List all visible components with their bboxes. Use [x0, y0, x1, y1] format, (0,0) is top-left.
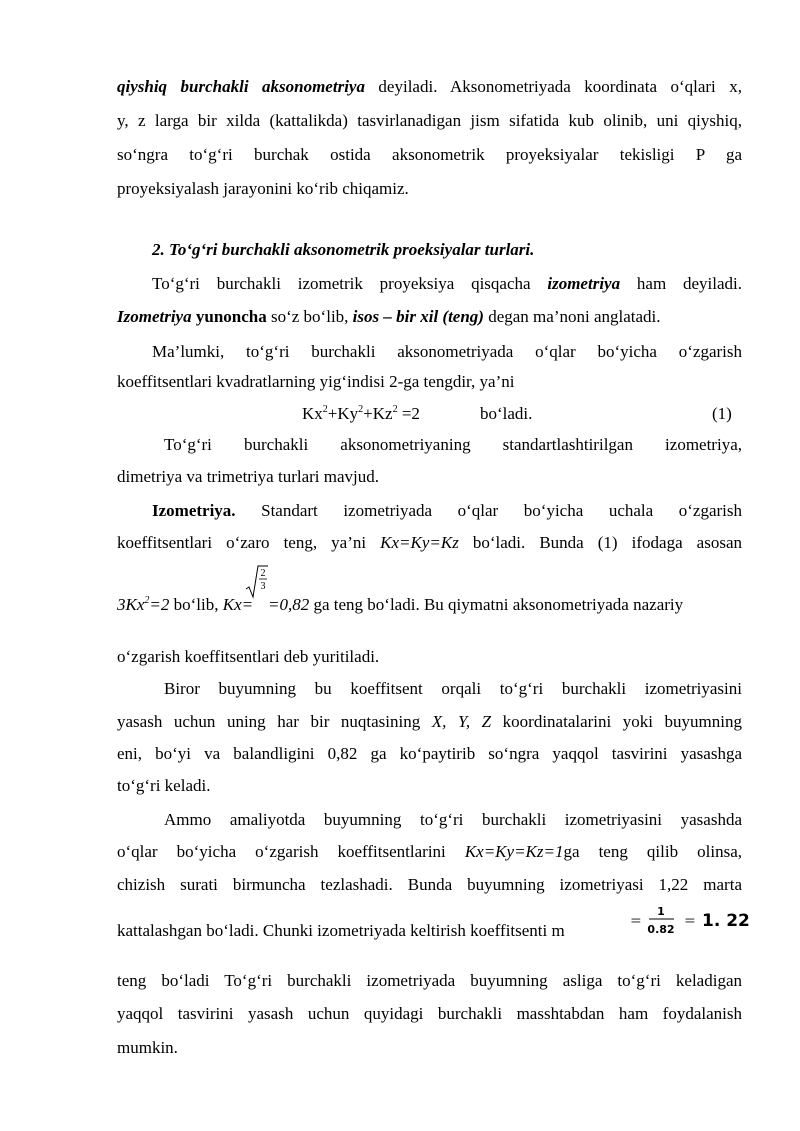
paragraph-line: Biror buyumning bu koeffitsent orqali to‘g‘ri burchakli izometriyasini [164, 679, 742, 698]
svg-text:=: = [630, 913, 642, 929]
paragraph-line: Izometriya yunoncha so‘z bo‘lib, isos – bir xil (teng) degan ma’noni anglatadi. [117, 307, 661, 326]
paragraph-line: Ma’lumki, to‘g‘ri burchakli aksonometriyada o‘qlar bo‘yicha o‘zgarish [152, 342, 742, 361]
sqrt-numerator: 2 [260, 568, 266, 579]
paragraph-line: Izometriya. Standart izometriyada o‘qlar bo‘yicha uchala o‘zgarish [152, 501, 742, 520]
paragraph-line: qiyshiq burchakli aksonometriya deyiladi. Aksonometriyada koordinata o‘qlari x, [117, 77, 742, 96]
formula-1: $Kx^2+Ky^2+Kz^2 =2$ [302, 404, 420, 423]
paragraph-line: yaqqol tasvirini yasash uchun quyidagi burchakli masshtabdan ham foydalanish [117, 1004, 742, 1023]
paragraph-line: chizish surati birmuncha tezlashadi. Bunda buyumning izometriyasi 1,22 marta [117, 875, 742, 894]
sqrt-two-thirds [246, 565, 268, 599]
paragraph-line: o‘zgarish koeffitsentlari deb yuritiladi. [117, 647, 380, 666]
fraction-result: 1. 22 [702, 911, 750, 931]
formula-1-word: bo‘ladi. [480, 404, 533, 423]
paragraph-line: y, z larga bir xilda (kattalikda) tasvirlanadigan jism sifatida kub olinib, uni qiyshiq, [117, 111, 742, 130]
paragraph-line: teng bo‘ladi To‘g‘ri burchakli izometriyada buyumning asliga to‘g‘ri keladigan [117, 971, 742, 990]
paragraph-line: o‘qlar bo‘yicha o‘zgarish koeffitsentlarini Kx=Ky=Kz=1ga teng qilib olinsa, [117, 842, 742, 861]
paragraph-line: yasash uchun uning har bir nuqtasining X, Y, Z koordinatalarini yoki buyumning [117, 712, 743, 731]
paragraph-line: $3Kx^2=2$ bo‘lib, Kx= [117, 595, 254, 614]
paragraph-line: kattalashgan bo‘ladi. Chunki izometriyada keltirish koeffitsenti m [117, 921, 565, 940]
fraction-denominator: 0.82 [647, 923, 675, 936]
section-heading: 2. To‘g‘ri burchakli aksonometrik proeksiyalar turlari. [152, 240, 535, 259]
sqrt-denominator: 3 [260, 581, 266, 592]
fraction-numerator: 1 [657, 905, 665, 918]
paragraph-line: =0,82 ga teng bo‘ladi. Bu qiymatni aksonometriyada nazariy [268, 595, 684, 614]
paragraph-line: koeffitsentlari o‘zaro teng, ya’ni Kx=Ky=Kz bo‘ladi. Bunda (1) ifodaga asosan [117, 533, 742, 552]
paragraph-line: so‘ngra to‘g‘ri burchak ostida aksonometrik proyeksiyalar tekisligi P ga [117, 145, 742, 164]
paragraph-line: koeffitsentlari kvadratlarning yig‘indisi 2-ga tengdir, ya’ni [117, 372, 515, 391]
paragraph-line: to‘g‘ri keladi. [117, 776, 211, 795]
coefficient-fraction [630, 902, 750, 938]
paragraph-line: To‘g‘ri burchakli izometrik proyeksiya qisqacha izometriya ham deyiladi. [152, 274, 742, 293]
paragraph-line: proyeksiyalash jarayonini ko‘rib chiqamiz. [117, 179, 409, 198]
formula-1-number: (1) [712, 404, 732, 423]
paragraph-line: eni, bo‘yi va balandligini 0,82 ga ko‘paytirib so‘ngra yaqqol tasvirini yasashga [117, 744, 742, 763]
paragraph-line: dimetriya va trimetriya turlari mavjud. [117, 467, 379, 486]
svg-text:=: = [684, 913, 696, 929]
paragraph-line: Ammo amaliyotda buyumning to‘g‘ri burchakli izometriyasini yasashda [164, 810, 742, 829]
paragraph-line: mumkin. [117, 1038, 178, 1057]
paragraph-line: To‘g‘ri burchakli aksonometriyaning standartlashtirilgan izometriya, [164, 435, 742, 454]
